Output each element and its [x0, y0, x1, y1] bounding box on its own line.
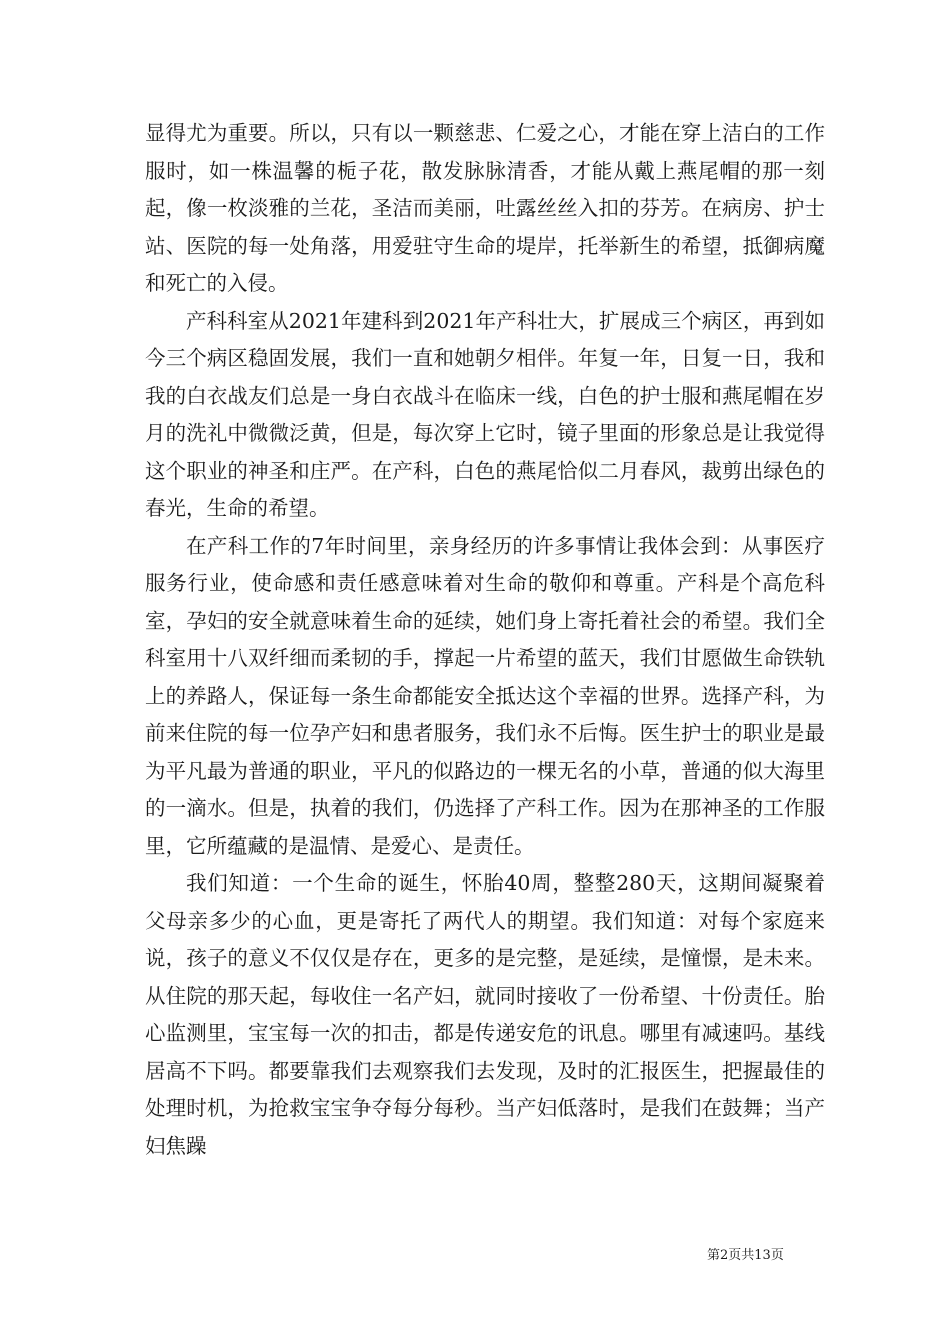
paragraph-3: 在产科工作的7年时间里，亲身经历的许多事情让我体会到：从事医疗服务行业，使命感和责任感意味着对生命的敬仰和尊重。产科是个高危科室，孕妇的安全就意味着生命的延续，她们身上寄托着社会的希望。我们全科室用十八双纤细而柔韧的手，撑起一片希望的蓝天，我们甘愿做生命铁轨上的养路人，保证每一条生命都能安全抵达这个幸福的世界。选择产科，为前来住院的每一位孕产妇和患者服务，我们永不后悔。医生护士的职业是最为平凡最为普通的职业，平凡的似路边的一棵无名的小草，普通的似大海里的一滴水。但是，执着的我们，仍选择了产科工作。因为在那神圣的工作服里，它所蕴藏的是温情、是爱心、是责任。 — [145, 533, 825, 858]
paragraph-2: 产科科室从2021年建科到2021年产科壮大，扩展成三个病区，再到如今三个病区稳固发展，我们一直和她朝夕相伴。年复一年，日复一日，我和我的白衣战友们总是一身白衣战斗在临床一线，白色的护士服和燕尾帽在岁月的洗礼中微微泛黄，但是，每次穿上它时，镜子里面的形象总是让我觉得这个职业的神圣和庄严。在产科，白色的燕尾恰似二月春风，裁剪出绿色的春光，生命的希望。 — [145, 308, 825, 520]
paragraph-4: 我们知道：一个生命的诞生，怀胎40周，整整280天，这期间凝聚着父母亲多少的心血，更是寄托了两代人的期望。我们知道：对每个家庭来说，孩子的意义不仅仅是存在，更多的是完整，是延续，是憧憬，是未来。从住院的那天起，每收住一名产妇，就同时接收了一份希望、十份责任。胎心监测里，宝宝每一次的扣击，都是传递安危的讯息。哪里有减速吗。基线居高不下吗。都要靠我们去观察我们去发现，及时的汇报医生，把握最佳的处理时机，为抢救宝宝争夺每分每秒。当产妇低落时，是我们在鼓舞；当产妇焦躁 — [145, 871, 825, 1158]
paragraph-1: 显得尤为重要。所以，只有以一颗慈悲、仁爱之心，才能在穿上洁白的工作服时，如一株温馨的栀子花，散发脉脉清香，才能从戴上燕尾帽的那一刻起，像一枚淡雅的兰花，圣洁而美丽，吐露丝丝入扣的芬芳。在病房、护士站、医院的每一处角落，用爱驻守生命的堤岸，托举新生的希望，抵御病魔和死亡的入侵。 — [145, 121, 825, 295]
page-number-footer: 第2页共13页 — [707, 1248, 784, 1263]
document-body — [145, 115, 825, 1165]
